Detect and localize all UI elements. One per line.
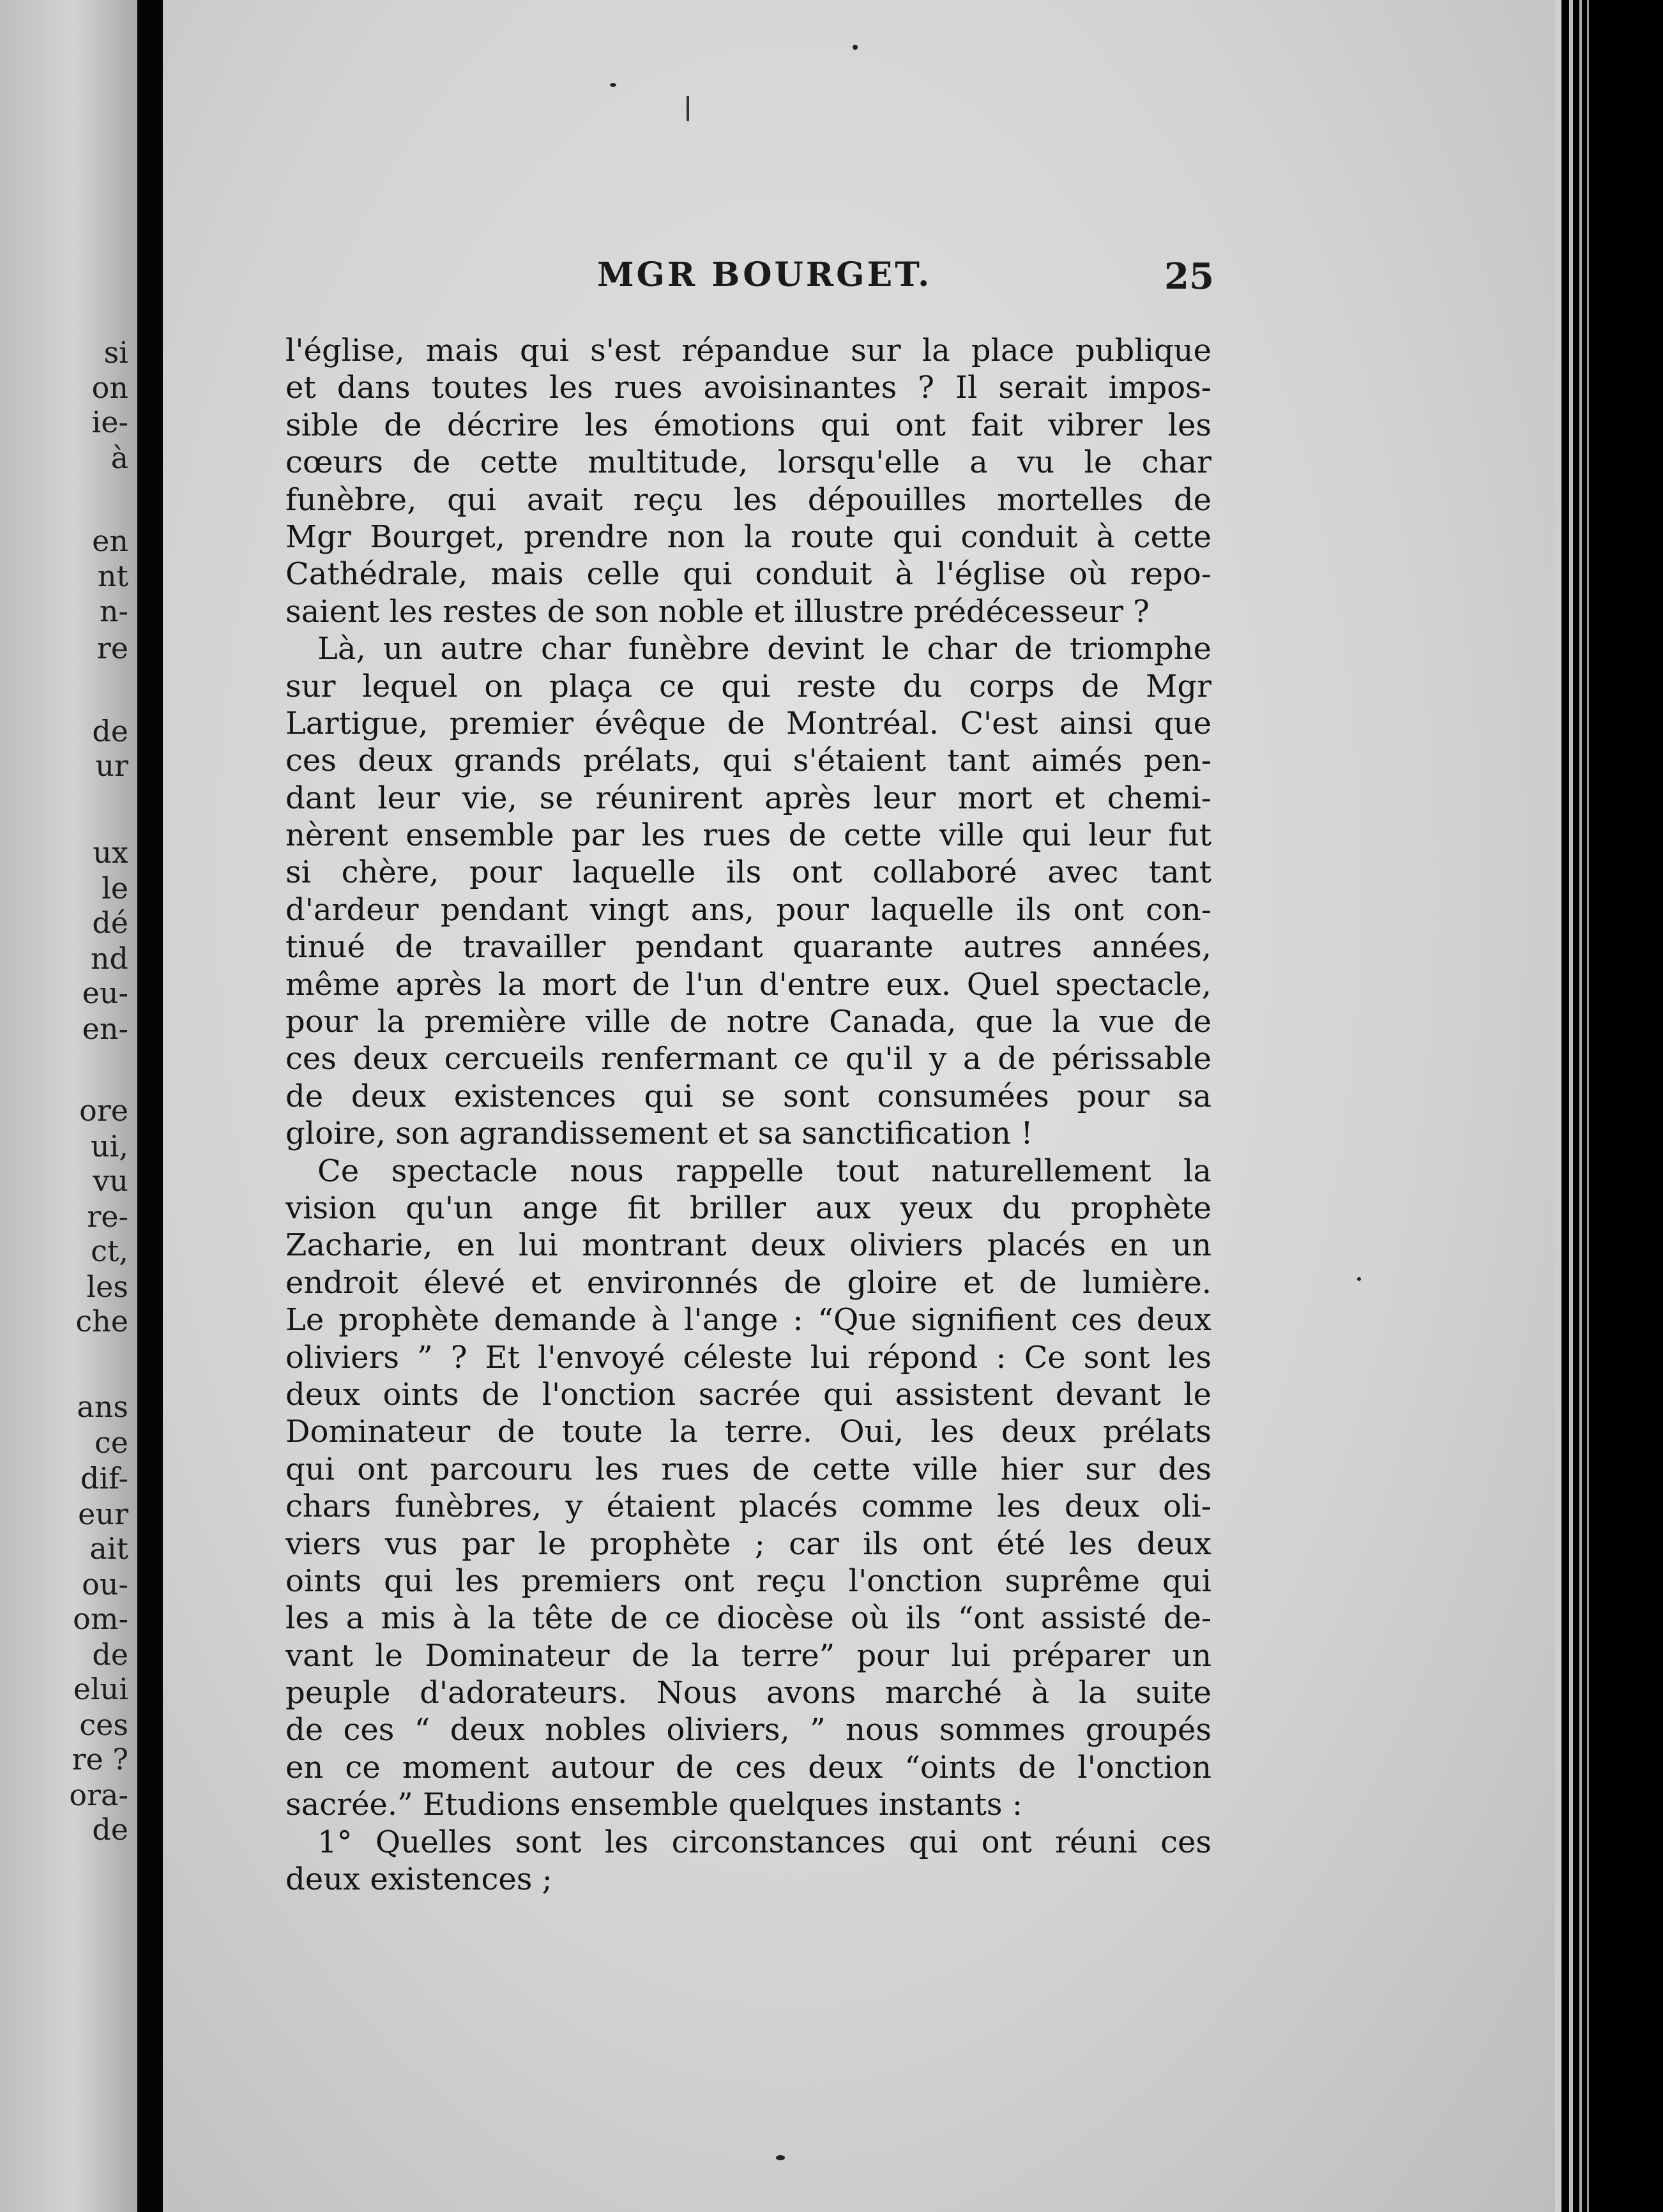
facing-page-line: de — [92, 714, 128, 748]
facing-page-line: ui, — [91, 1129, 128, 1163]
text-line: deux existences ; — [285, 1861, 552, 1898]
text-line: d'ardeur pendant vingt ans, pour laquelle ils ont con- — [285, 891, 1211, 928]
facing-page-line: en — [92, 524, 128, 558]
running-head — [163, 255, 1555, 300]
text-line: vant le Dominateur de la terre” pour lui préparer un — [285, 1637, 1211, 1674]
text-line: sible de décrire les émotions qui ont fait vibrer les — [285, 407, 1211, 443]
facing-page-line: on — [91, 370, 128, 405]
text-line: qui ont parcouru les rues de cette ville hier sur des — [285, 1451, 1211, 1487]
facing-page-line: dif- — [80, 1461, 128, 1496]
print-speck — [1357, 1277, 1361, 1281]
text-line: peuple d'adorateurs. Nous avons marché à la suite — [285, 1675, 1211, 1711]
facing-page-line: re — [96, 631, 128, 665]
text-line: funèbre, qui avait reçu les dépouilles mortelles de — [285, 481, 1211, 518]
print-speck — [776, 2155, 785, 2160]
text-line: oints qui les premiers ont reçu l'onction suprême qui — [285, 1563, 1211, 1599]
facing-page-fragment — [0, 0, 137, 2212]
facing-page-line: à — [110, 441, 128, 475]
facing-page-line: les — [86, 1269, 128, 1304]
facing-page-line: ait — [89, 1531, 128, 1566]
text-line: viers vus par le prophète ; car ils ont été les deux — [285, 1526, 1211, 1562]
text-line: de ces “ deux nobles oliviers, ” nous sommes groupés — [285, 1712, 1211, 1748]
facing-page-line: elui — [73, 1672, 128, 1706]
body-text — [285, 332, 1211, 1898]
facing-page-line: n- — [99, 594, 128, 628]
text-line: deux oints de l'onction sacrée qui assistent devant le — [285, 1376, 1211, 1413]
facing-page-line: re ? — [72, 1742, 128, 1776]
facing-page-line: nt — [97, 559, 128, 593]
facing-page-line: ce — [95, 1425, 128, 1460]
book-page — [163, 0, 1555, 2212]
page-number: 25 — [1164, 255, 1214, 298]
text-line: l'église, mais qui s'est répandue sur la place publique — [285, 333, 1211, 368]
facing-page-line: che — [75, 1304, 128, 1338]
text-line: Mgr Bourget, prendre non la route qui conduit à cette — [285, 519, 1211, 555]
text-line: saient les restes de son noble et illustre prédécesseur ? — [285, 593, 1150, 630]
facing-page-line: ie- — [91, 405, 128, 439]
text-line: chars funèbres, y étaient placés comme les deux oli- — [285, 1489, 1211, 1525]
facing-page-line: de — [92, 1812, 128, 1847]
text-line: oliviers ” ? Et l'envoyé céleste lui répond : Ce sont les — [285, 1339, 1211, 1375]
facing-page-line: ur — [95, 748, 128, 783]
text-line: vision qu'un ange fit briller aux yeux du prophète — [285, 1190, 1211, 1226]
facing-page-line: en- — [82, 1011, 128, 1046]
text-line: Zacharie, en lui montrant deux oliviers placés en un — [285, 1227, 1211, 1264]
text-line: pour la première ville de notre Canada, que la vue de — [285, 1004, 1211, 1040]
print-speck — [687, 96, 689, 121]
text-line: en ce moment autour de ces deux “oints de l'onction — [285, 1749, 1211, 1785]
facing-page-line: dé — [92, 905, 128, 940]
facing-page-line: si — [103, 335, 128, 370]
text-line: sacrée.” Etudions ensemble quelques instants : — [285, 1787, 1022, 1823]
text-line: Ce spectacle nous rappelle tout naturellement la — [317, 1153, 1211, 1189]
text-line: Là, un autre char funèbre devint le char de triomphe — [317, 631, 1211, 667]
facing-page-line: nd — [90, 941, 128, 976]
print-speck — [610, 83, 616, 87]
facing-page-line: ux — [93, 835, 128, 870]
facing-page-line: le — [102, 871, 128, 905]
facing-page-line: ore — [79, 1093, 128, 1128]
facing-page-line: eu- — [82, 976, 128, 1010]
text-line: tinué de travailler pendant quarante autres années, — [285, 929, 1211, 966]
book-gutter — [137, 0, 163, 2212]
facing-page-line: ans — [77, 1390, 128, 1424]
facing-page-line: ora- — [69, 1778, 128, 1812]
facing-page-line: eur — [78, 1497, 128, 1531]
facing-page-line: re- — [87, 1199, 128, 1234]
text-line: et dans toutes les rues avoisinantes ? Il serait impos- — [285, 370, 1211, 406]
text-line: gloire, son agrandissement et sa sanctification ! — [285, 1116, 1033, 1152]
facing-page-line: ct, — [91, 1234, 128, 1268]
facing-page-line: vu — [93, 1163, 128, 1198]
facing-page-line: ou- — [82, 1567, 128, 1602]
print-speck — [853, 45, 858, 50]
facing-page-line: ces — [79, 1708, 128, 1742]
text-line: ces deux grands prélats, qui s'étaient tant aimés pen- — [285, 743, 1211, 779]
text-line: Cathédrale, mais celle qui conduit à l'église où repo- — [285, 556, 1211, 593]
text-line: Dominateur de toute la terre. Oui, les deux prélats — [285, 1414, 1211, 1450]
text-line: dant leur vie, se réunirent après leur mort et chemi- — [285, 780, 1211, 816]
text-line: si chère, pour laquelle ils ont collaboré avec tant — [285, 854, 1211, 891]
text-line: endroit élevé et environnés de gloire et de lumière. — [285, 1264, 1211, 1301]
running-head-title: MGR BOURGET. — [597, 255, 932, 294]
text-line: Lartigue, premier évêque de Montréal. C'est ainsi que — [285, 705, 1211, 741]
facing-page-line: de — [92, 1637, 128, 1672]
text-line: sur lequel on plaça ce qui reste du corps de Mgr — [285, 668, 1211, 704]
text-line: même après la mort de l'un d'entre eux. Quel spectacle, — [285, 966, 1211, 1003]
text-line: Le prophète demande à l'ange : “Que signifient ces deux — [285, 1302, 1211, 1338]
text-line: de deux existences qui se sont consumées pour sa — [285, 1078, 1211, 1114]
text-line: nèrent ensemble par les rues de cette ville qui leur fut — [285, 817, 1211, 854]
page-edges — [1555, 0, 1663, 2212]
text-line: 1° Quelles sont les circonstances qui ont réuni ces — [317, 1824, 1211, 1860]
facing-page-line: om- — [73, 1602, 128, 1636]
text-line: les a mis à la tête de ce diocèse où ils “ont assisté de- — [285, 1600, 1211, 1637]
text-line: cœurs de cette multitude, lorsqu'elle a vu le char — [285, 444, 1211, 481]
text-line: ces deux cercueils renfermant ce qu'il y a de périssable — [285, 1041, 1211, 1077]
